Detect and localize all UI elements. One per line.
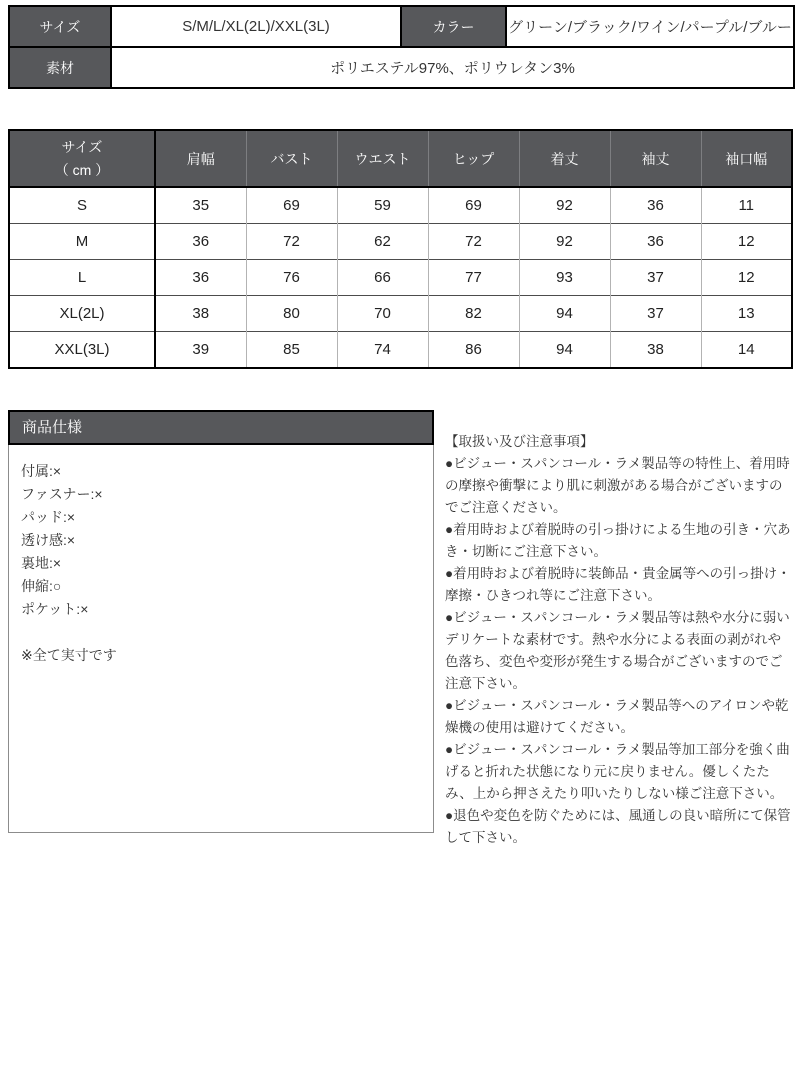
size-chart-row-xl [9,296,792,332]
measurement-cell: 37 [610,260,701,296]
handling-notes [445,410,793,849]
spec-item-lining: 裏地:× [21,555,62,571]
handling-note: ●ビジュー・スパンコール・ラメ製品等は熱や水分に弱いデリケートな素材です。熱や水分による表面の剥がれや色落ち、変色や変形が発生する場合がございますのでご注意下さい。 [445,610,790,691]
size-name-cell: XXL(3L) [9,332,155,369]
measurement-cell: 36 [155,224,246,260]
measurement-cell: 38 [610,332,701,369]
material-label-cell: 素材 [9,47,111,88]
measurement-cell: 14 [701,332,792,369]
color-value-cell: グリーン/ブラック/ワイン/パープル/ブルー [506,6,794,47]
attributes-row-size-color [9,6,794,47]
measurement-cell: 77 [428,260,519,296]
product-spec-box [8,410,434,833]
measurement-cell: 94 [519,296,610,332]
product-spec-box-title: 商品仕様 [8,410,434,445]
measurement-cell: 62 [337,224,428,260]
measurement-cell: 69 [428,187,519,224]
spec-item-pocket: ポケット:× [21,601,89,617]
measurement-cell: 38 [155,296,246,332]
measurement-cell: 94 [519,332,610,369]
measurement-cell: 80 [246,296,337,332]
measurement-cell: 36 [610,187,701,224]
size-chart-row-xxl [9,332,792,369]
size-chart-header-bust: バスト [246,130,337,187]
size-chart-header-hip: ヒップ [428,130,519,187]
measurement-cell: 39 [155,332,246,369]
spec-item-sheerness: 透け感:× [21,532,76,548]
handling-notes-title: 【取扱い及び注意事項】 [445,434,594,449]
size-chart-header-length: 着丈 [519,130,610,187]
measurement-cell: 36 [610,224,701,260]
size-chart-table [8,129,793,369]
measurement-cell: 74 [337,332,428,369]
size-value-cell: S/M/L/XL(2L)/XXL(3L) [111,6,401,47]
spec-note: ※全て実寸です [21,647,117,663]
size-label-cell: サイズ [9,6,111,47]
spec-item-fastener: ファスナー:× [21,486,103,502]
size-name-cell: M [9,224,155,260]
size-chart-header-size-line1: サイズ [61,139,103,155]
measurement-cell: 69 [246,187,337,224]
measurement-cell: 12 [701,260,792,296]
measurement-cell: 92 [519,187,610,224]
spec-item-accessory: 付属:× [21,463,62,479]
material-value-cell: ポリエステル97%、ポリウレタン3% [111,47,794,88]
handling-note: ●ビジュー・スパンコール・ラメ製品等の特性上、着用時の摩擦や衝撃により肌に刺激がある場合がございますのでご注意ください。 [445,456,790,515]
size-name-cell: XL(2L) [9,296,155,332]
measurement-cell: 86 [428,332,519,369]
size-chart-header-size-line2: （ cm ） [54,162,110,178]
measurement-cell: 37 [610,296,701,332]
measurement-cell: 92 [519,224,610,260]
handling-note: ●ビジュー・スパンコール・ラメ製品等加工部分を強く曲げると折れた状態になり元に戻りません。優しくたたみ、上から押さえたり叩いたりしない様ご注意下さい。 [445,742,790,801]
size-chart-header-cuff: 袖口幅 [701,130,792,187]
measurement-cell: 59 [337,187,428,224]
measurement-cell: 11 [701,187,792,224]
size-chart-header-waist: ウエスト [337,130,428,187]
measurement-cell: 13 [701,296,792,332]
size-chart-header-sleeve: 袖丈 [610,130,701,187]
measurement-cell: 72 [428,224,519,260]
measurement-cell: 72 [246,224,337,260]
size-chart-header-row [9,130,792,187]
measurement-cell: 12 [701,224,792,260]
measurement-cell: 36 [155,260,246,296]
bottom-section [8,410,793,849]
measurement-cell: 35 [155,187,246,224]
size-chart-row-l [9,260,792,296]
size-name-cell: L [9,260,155,296]
measurement-cell: 66 [337,260,428,296]
measurement-cell: 82 [428,296,519,332]
handling-note: ●着用時および着脱時の引っ掛けによる生地の引き・穴あき・切断にご注意下さい。 [445,522,791,559]
product-spec-box-body [8,445,434,833]
size-chart-row-s [9,187,792,224]
size-chart-header-shoulder: 肩幅 [155,130,246,187]
measurement-cell: 70 [337,296,428,332]
measurement-cell: 76 [246,260,337,296]
handling-note: ●ビジュー・スパンコール・ラメ製品等へのアイロンや乾燥機の使用は避けてください。 [445,698,789,735]
product-attributes-table [8,5,795,89]
size-name-cell: S [9,187,155,224]
measurement-cell: 85 [246,332,337,369]
spec-item-pad: パッド:× [21,509,76,525]
handling-note: ●着用時および着脱時に装飾品・貴金属等への引っ掛け・摩擦・ひきつれ等にご注意下さい。 [445,566,791,603]
color-label-cell: カラー [401,6,506,47]
spec-item-stretch: 伸縮:○ [21,578,62,594]
attributes-row-material [9,47,794,88]
measurement-cell: 93 [519,260,610,296]
size-chart-header-size [9,130,155,187]
handling-note: ●退色や変色を防ぐためには、風通しの良い暗所にて保管して下さい。 [445,808,791,845]
size-chart-row-m [9,224,792,260]
